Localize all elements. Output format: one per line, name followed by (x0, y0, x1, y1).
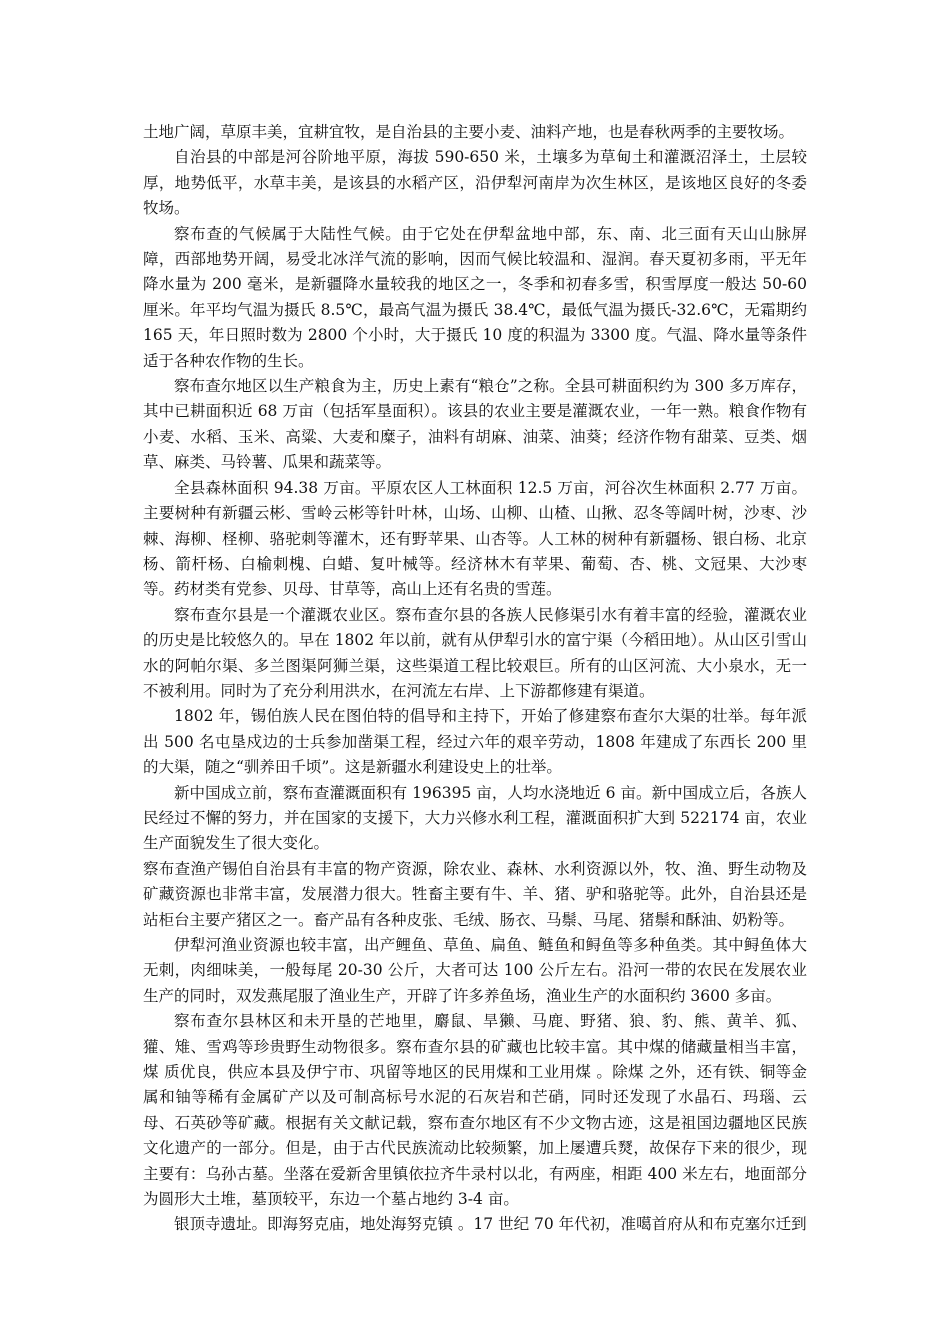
paragraph-12: 银顶寺遗址。即海努克庙，地处海努克镇 。17 世纪 70 年代初，准噶首府从和布克塞尔迁到 (174, 1215, 807, 1234)
paragraph-4: 察布查尔地区以生产粮食为主，历史上素有“粮仓”之称。全县可耕面积约为 300 多万库存，其中已耕面积近 68 万亩（包括军垦面积）。该县的农业主要是灌溉农业，一年一熟。粮食作物有小麦、水稻、玉米、高粱、大麦和糜子，油料有胡麻、油菜、油葵；经济作物有甜菜、豆类、烟草、麻类、马铃薯、瓜果和蔬菜等。 (143, 377, 807, 472)
paragraph-10: 伊犁河渔业资源也较丰富，出产鲤鱼、草鱼、扁鱼、鲢鱼和鲟鱼等多种鱼类。其中鲟鱼体大无刺，肉细味美，一般每尾 20-30 公斤，大者可达 100 公斤左右。沿河一带的农民在发展农业生产的同时，双发燕尾服了渔业生产，开辟了许多养鱼场，渔业生产的水面积约 3600 多亩。 (143, 936, 807, 1005)
paragraph-11: 察布查尔县林区和未开垦的芒地里，麝鼠、旱獭、马鹿、野猪、狼、豹、熊、黄羊、狐、獾、雉、雪鸡等珍贵野生动物很多。察布查尔县的矿藏也比较丰富。其中煤的储藏量相当丰富，煤 质优良，供应本县及伊宁市、巩留等地区的民用煤和工业用煤 。除煤 之外，还有铁、铜等金属和铀等稀有金属矿产以及可制高标号水泥的石灰岩和芒硝，同时还发现了水晶石、玛瑙、云母、石英砂等矿藏。根据有关文献记载，察布查尔地区有不少文物古迹，这是祖国边疆地区民族文化遗产的一部分。但是，由于古代民族流动比较频繁，加上屡遭兵燹，故保存下来的很少，现主要有：乌孙古墓。坐落在爱新舍里镇依拉齐牛录村以北，有两座，相距 400 米左右，地面部分为圆形大土堆，墓顶较平，东边一个墓占地约 3-4 亩。 (143, 1012, 807, 1209)
paragraph-9: 察布查渔产锡伯自治县有丰富的物产资源，除农业、森林、水利资源以外，牧、渔、野生动物及矿藏资源也非常丰富，发展潜力很大。牲畜主要有牛、羊、猪、驴和骆驼等。此外，自治县还是站柜台主要产猪区之一。畜产品有各种皮张、毛绒、肠衣、马鬃、马尾、猪鬃和酥油、奶粉等。 (143, 859, 807, 929)
paragraph-7: 1802 年，锡伯族人民在图伯特的倡导和主持下，开始了修建察布查尔大渠的壮举。每年派出 500 名屯垦戍边的士兵参加凿渠工程，经过六年的艰辛劳动，1808 年建成了东西长 200 里的大渠，随之“驯养田千顷”。这是新疆水利建设史上的壮举。 (143, 707, 807, 777)
paragraph-8: 新中国成立前，察布查灌溉面积有 196395 亩，人均水浇地近 6 亩。新中国成立后，各族人民经过不懈的努力，并在国家的支援下，大力兴修水利工程，灌溉面积扩大到 522174 亩，农业生产面貌发生了很大变化。 (143, 783, 807, 853)
paragraph-1: 土地广阔，草原丰美，宜耕宜牧，是自治县的主要小麦、油料产地，也是春秋两季的主要牧场。 (143, 123, 795, 141)
document-page (143, 120, 807, 1238)
paragraph-6: 察布查尔县是一个灌溉农业区。察布查尔县的各族人民修渠引水有着丰富的经验，灌溉农业的历史是比较悠久的。早在 1802 年以前，就有从伊犁引水的富宁渠（今稻田地）。从山区引雪山水的阿帕尔渠、多兰图渠阿狮兰渠，这些渠道工程比较艰巨。所有的山区河流、大小泉水，无一不被利用。同时为了充分利用洪水，在河流左右岸、上下游都修建有渠道。 (143, 605, 807, 700)
paragraph-5: 全县森林面积 94.38 万亩。平原农区人工林面积 12.5 万亩，河谷次生林面积 2.77 万亩。主要树种有新疆云彬、雪岭云彬等针叶林，山场、山柳、山楂、山揪、忍冬等阔叶树，沙枣、沙棘、海柳、柽柳、骆驼刺等灌木，还有野苹果、山杏等。人工林的树种有新疆杨、银白杨、北京杨、箭杆杨、白榆刺槐、白蜡、复叶械等。经济林木有苹果、葡萄、杏、桃、文冠果、大沙枣等。药材类有党参、贝母、甘草等，高山上还有名贵的雪莲。 (143, 478, 807, 599)
paragraph-3: 察布查的气候属于大陆性气候。由于它处在伊犁盆地中部，东、南、北三面有天山山脉屏障，西部地势开阔，易受北冰洋气流的影响，因而气候比较温和、湿润。春天夏初多雨，平无年降水量为 200 毫米，是新疆降水量较我的地区之一，冬季和初春多雪，积雪厚度一般达 50-60 厘米。年平均气温为摄氏 8.5℃，最高气温为摄氏 38.4℃，最低气温为摄氏-32.6℃，无霜期约 165 天，年日照时数为 2800 个小时，大于摄氏 10 度的积温为 3300 度。气温、降水量等条件适于各种农作物的生长。 (143, 224, 807, 370)
paragraph-2: 自治县的中部是河谷阶地平原，海拔 590-650 米，土壤多为草甸土和灌溉沼泽土，土层较厚，地势低平，水草丰美，是该县的水稻产区，沿伊犁河南岸为次生林区，是该地区良好的冬委牧场。 (143, 148, 807, 218)
